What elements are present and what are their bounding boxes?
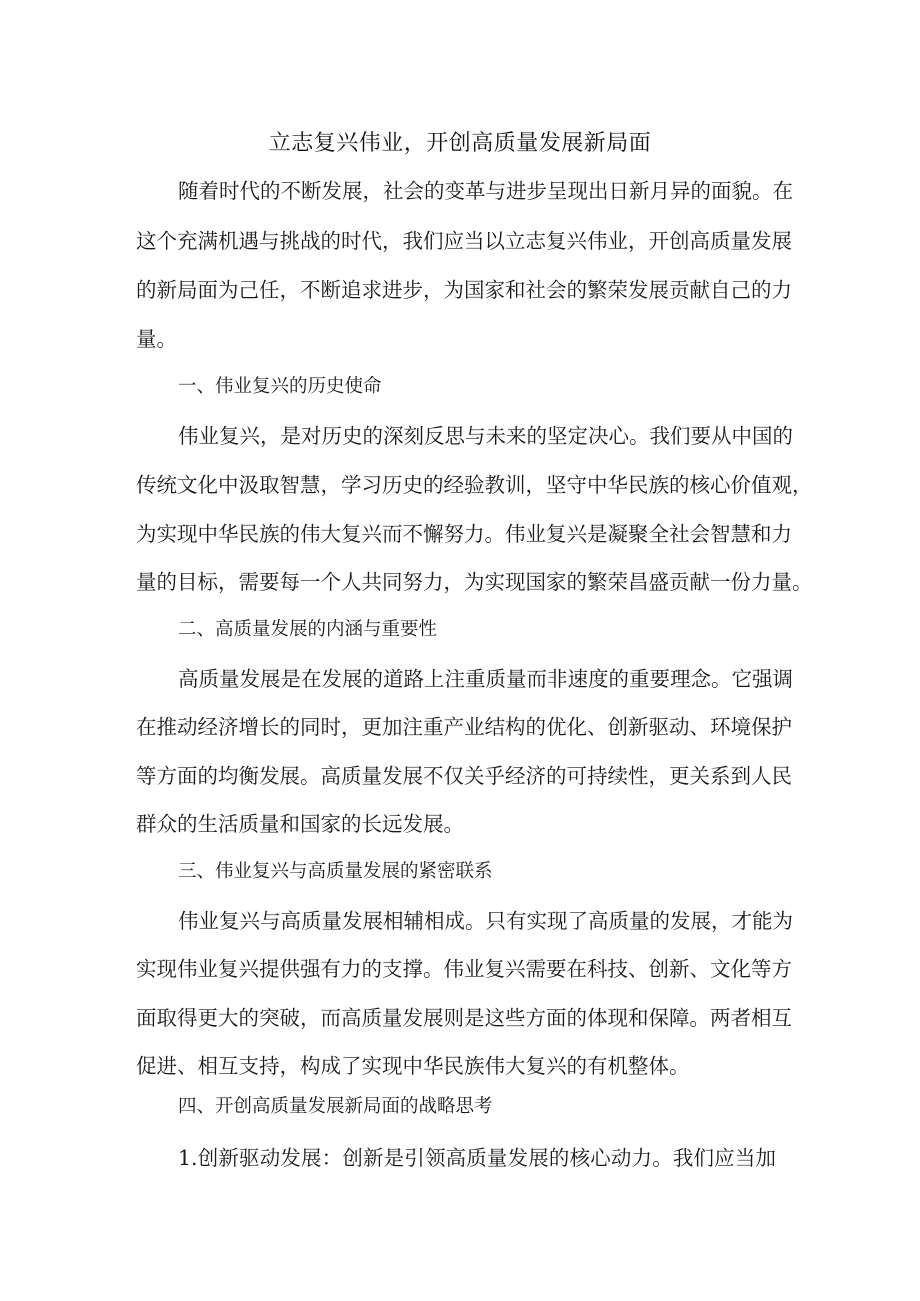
section-4-line-1: 1.创新驱动发展：创新是引领高质量发展的核心动力。我们应当加 bbox=[178, 1146, 776, 1170]
section-1-line-2: 传统文化中汲取智慧，学习历史的经验教训，坚守中华民族的核心价值观， bbox=[136, 473, 813, 497]
section-2-line-2: 在推动经济增长的同时，更加注重产业结构的优化、创新驱动、环境保护 bbox=[136, 715, 792, 739]
section-2-heading: 二、高质量发展的内涵与重要性 bbox=[178, 619, 438, 640]
section-4-heading: 四、开创高质量发展新局面的战略思考 bbox=[178, 1096, 493, 1117]
section-1-heading: 一、伟业复兴的历史使命 bbox=[178, 376, 382, 397]
section-2-line-4: 群众的生活质量和国家的长远发展。 bbox=[136, 812, 464, 836]
section-1-line-1: 伟业复兴，是对历史的深刻反思与未来的坚定决心。我们要从中国的 bbox=[178, 424, 793, 448]
section-2-line-3: 等方面的均衡发展。高质量发展不仅关乎经济的可持续性，更关系到人民 bbox=[136, 764, 792, 788]
intro-line-1: 随着时代的不断发展，社会的变革与进步呈现出日新月异的面貌。在 bbox=[178, 179, 793, 203]
intro-line-3: 的新局面为己任，不断追求进步，为国家和社会的繁荣发展贡献自己的力 bbox=[136, 278, 792, 302]
section-3-line-3: 面取得更大的突破，而高质量发展则是这些方面的体现和保障。两者相互 bbox=[136, 1006, 792, 1030]
section-3-line-4: 促进、相互支持，构成了实现中华民族伟大复兴的有机整体。 bbox=[136, 1054, 690, 1078]
section-1-line-4: 量的目标，需要每一个人共同努力，为实现国家的繁荣昌盛贡献一份力量。 bbox=[136, 570, 813, 594]
section-2-line-1: 高质量发展是在发展的道路上注重质量而非速度的重要理念。它强调 bbox=[178, 667, 793, 691]
section-1-line-3: 为实现中华民族的伟大复兴而不懈努力。伟业复兴是凝聚全社会智慧和力 bbox=[136, 522, 792, 546]
section-3-heading: 三、伟业复兴与高质量发展的紧密联系 bbox=[178, 861, 493, 882]
document-title: 立志复兴伟业，开创高质量发展新局面 bbox=[268, 131, 652, 156]
section-3-line-2: 实现伟业复兴提供强有力的支撑。伟业复兴需要在科技、创新、文化等方 bbox=[136, 957, 792, 981]
intro-line-4: 量。 bbox=[136, 327, 177, 351]
section-3-line-1: 伟业复兴与高质量发展相辅相成。只有实现了高质量的发展，才能为 bbox=[178, 909, 793, 933]
intro-line-2: 这个充满机遇与挑战的时代，我们应当以立志复兴伟业，开创高质量发展 bbox=[136, 229, 792, 253]
